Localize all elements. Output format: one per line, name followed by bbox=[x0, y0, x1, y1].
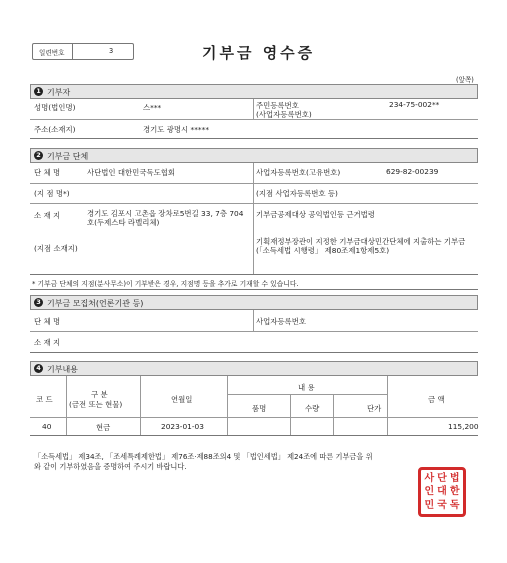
rule bbox=[227, 394, 387, 395]
seal-char: 한 bbox=[449, 486, 460, 498]
rule bbox=[30, 203, 478, 204]
agent-name-label: 단 체 명 bbox=[34, 317, 61, 326]
org-branch-label: (지 점 명*) bbox=[34, 189, 70, 198]
serial-divider bbox=[72, 44, 73, 59]
row-amount: 115,200 bbox=[448, 422, 479, 431]
rule bbox=[30, 274, 478, 275]
row-code: 40 bbox=[42, 422, 52, 431]
agent-section-title: 기부금 모집처(언론기관 등) bbox=[47, 299, 144, 308]
page-title: 기부금 영수증 bbox=[202, 44, 316, 62]
org-section-header bbox=[30, 148, 478, 163]
official-seal-stamp bbox=[418, 467, 466, 517]
agent-section-header bbox=[30, 295, 478, 310]
col-amount-header: 금 액 bbox=[428, 395, 445, 404]
contents-section-title: 기부내용 bbox=[47, 365, 78, 374]
section-number-2: 2 bbox=[34, 151, 43, 160]
agent-address-label: 소 재 지 bbox=[34, 338, 61, 347]
statement-line-1: 「소득세법」 제34조, 「조세특례제한법」 제76조·제88조의4 및 「법인세법」 제24조에 따른 기부금을 위 bbox=[34, 452, 373, 461]
rule bbox=[253, 163, 254, 274]
serial-box bbox=[32, 43, 134, 60]
rule bbox=[66, 376, 67, 435]
org-basis-label: 기부금공제대상 공익법인등 근거법령 bbox=[256, 210, 375, 219]
donor-name-label: 성명(법인명) bbox=[34, 103, 76, 112]
serial-value: 3 bbox=[109, 47, 114, 55]
rule bbox=[30, 331, 478, 332]
row-kind: 현금 bbox=[96, 423, 111, 432]
donor-address-label: 주소(소재지) bbox=[34, 125, 76, 134]
donor-address-value: 경기도 광명시 ***** bbox=[143, 125, 210, 134]
org-branch-address-label: (지점 소재지) bbox=[34, 244, 78, 253]
org-biz-label: 사업자등록번호(고유번호) bbox=[256, 168, 341, 177]
rule bbox=[387, 376, 388, 435]
serial-label: 일련번호 bbox=[39, 49, 65, 57]
rule bbox=[253, 99, 254, 119]
agent-biz-label: 사업자등록번호 bbox=[256, 317, 306, 326]
org-branch-biz-label: (지점 사업자등록번호 등) bbox=[256, 189, 338, 198]
seal-char: 민 bbox=[424, 499, 435, 511]
rule bbox=[30, 417, 478, 418]
rule bbox=[30, 119, 478, 120]
seal-char: 법 bbox=[449, 473, 460, 484]
donor-name-value: 스*** bbox=[143, 103, 162, 112]
col-kind-header: 구 분 bbox=[91, 390, 108, 399]
donor-section-title: 기부자 bbox=[47, 88, 71, 97]
org-address-label: 소 재 지 bbox=[34, 211, 61, 220]
col-qty-header: 수량 bbox=[305, 404, 320, 413]
donor-id-label: 주민등록번호 bbox=[256, 101, 299, 110]
copy-note: (앞쪽) bbox=[456, 76, 474, 84]
section-number-3: 3 bbox=[34, 298, 43, 307]
donor-id-label-2: (사업자등록번호) bbox=[256, 110, 312, 119]
rule bbox=[333, 394, 334, 435]
rule bbox=[30, 435, 478, 436]
rule bbox=[30, 183, 478, 184]
col-code-header: 코 드 bbox=[36, 395, 53, 404]
donor-id-value: 234-75-002** bbox=[389, 100, 440, 109]
rule bbox=[30, 289, 478, 290]
org-name-value: 사단법인 대한민국독도협회 bbox=[87, 168, 176, 177]
rule bbox=[253, 310, 254, 331]
seal-char: 사 bbox=[424, 473, 435, 484]
org-address-value: 경기도 김포시 고촌읍 장차로5번길 33, 7층 704호(두제스타 라벨리체) bbox=[87, 209, 244, 227]
row-date: 2023-01-03 bbox=[161, 422, 204, 431]
org-section-title: 기부금 단체 bbox=[47, 152, 89, 161]
col-item-header: 품명 bbox=[252, 404, 267, 413]
section-number-1: 1 bbox=[34, 87, 43, 96]
seal-char: 독 bbox=[449, 499, 460, 511]
rule bbox=[227, 376, 228, 435]
rule bbox=[140, 376, 141, 435]
seal-char: 단 bbox=[437, 473, 447, 484]
section-number-4: 4 bbox=[34, 364, 43, 373]
seal-char: 인 bbox=[424, 486, 435, 498]
col-kind-sub-header: (금전 또는 현물) bbox=[69, 400, 123, 409]
org-branch-note: * 기부금 단체의 지점(분사무소)이 기부받은 경우, 지점명 등을 추가로 기재할 수 있습니다. bbox=[32, 280, 299, 288]
seal-char: 대 bbox=[437, 486, 447, 498]
col-date-header: 연월일 bbox=[171, 395, 193, 404]
donor-section-header bbox=[30, 84, 478, 99]
rule bbox=[30, 138, 478, 139]
rule bbox=[290, 394, 291, 435]
col-content-header: 내 용 bbox=[298, 383, 315, 392]
contents-section-header bbox=[30, 361, 478, 376]
statement-line-2: 와 같이 기부하였음을 증명하여 주시기 바랍니다. bbox=[34, 462, 187, 471]
org-biz-value: 629-82-00239 bbox=[386, 167, 439, 176]
org-name-label: 단 체 명 bbox=[34, 168, 61, 177]
org-basis-value: 기획재정부장관이 지정한 기부금대상민간단체에 지출하는 기부금(「소득세법 시행령」 제80조제1항제5호) bbox=[256, 237, 466, 255]
seal-char: 국 bbox=[437, 499, 447, 511]
col-unit-header: 단가 bbox=[367, 404, 382, 413]
rule bbox=[30, 352, 478, 353]
